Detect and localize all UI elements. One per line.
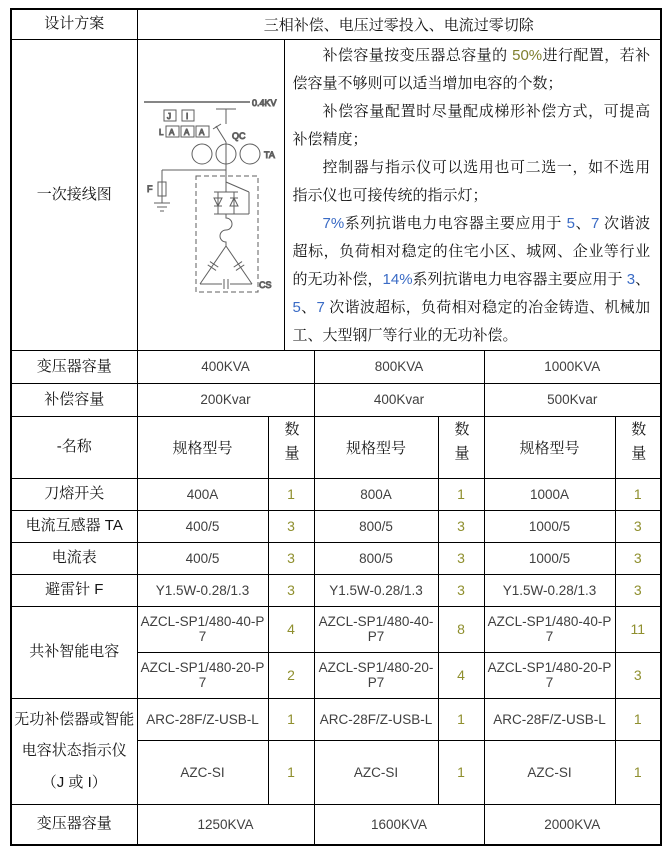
busbar-line: [144, 102, 250, 124]
spec-cell: AZCL-SP1/480-20-P7: [137, 652, 268, 698]
spec-cell: ARC-28F/Z-USB-L: [484, 698, 615, 740]
ammeter-label-3: A: [198, 127, 204, 137]
thyristor-pair-icon: [214, 176, 249, 214]
header-qty-text: 数量: [452, 421, 470, 469]
spec-cell: AZCL-SP1/480-40-P7: [314, 606, 438, 652]
group-label: 共补智能电容: [11, 606, 137, 698]
capacity-value: 400KVA: [137, 350, 314, 383]
header-qty: [615, 416, 661, 478]
spec-cell: ARC-28F/Z-USB-L: [137, 698, 268, 740]
capacitor-label: CS: [258, 279, 272, 290]
spec-cell: Y1.5W-0.28/1.3: [137, 574, 268, 606]
qty-cell: 1: [268, 740, 314, 804]
qty-cell: 3: [438, 574, 484, 606]
spec-cell: AZCL-SP1/480-20-P7: [314, 652, 438, 698]
qty-cell: 1: [438, 698, 484, 740]
component-label: 刀熔开关: [11, 478, 137, 510]
bottom-value: 1600KVA: [314, 804, 484, 845]
qty-cell: 3: [615, 574, 661, 606]
design-plan-label: 设计方案: [11, 9, 137, 39]
spec-cell: 800A: [314, 478, 438, 510]
bottom-value: 1250KVA: [137, 804, 314, 845]
component-label: 电流互感器 TA: [11, 510, 137, 542]
spec-cell: ARC-28F/Z-USB-L: [314, 698, 438, 740]
qty-cell: 3: [438, 542, 484, 574]
qty-cell: 3: [268, 542, 314, 574]
qty-cell: 4: [268, 606, 314, 652]
spec-cell: Y1.5W-0.28/1.3: [314, 574, 438, 606]
spec-cell: 1000/5: [484, 542, 615, 574]
ct-label: TA: [263, 149, 275, 160]
wiring-notes: [285, 40, 661, 350]
header-qty: [268, 416, 314, 478]
qty-cell: 1: [438, 478, 484, 510]
capacity-value: 500Kvar: [484, 383, 661, 416]
capacity-value: 800KVA: [314, 350, 484, 383]
component-label: 电流表: [11, 542, 137, 574]
qty-cell: 11: [615, 606, 661, 652]
qty-cell: 3: [615, 652, 661, 698]
header-qty-text: 数量: [629, 421, 647, 469]
header-spec: 规格型号: [484, 416, 615, 478]
spec-cell: AZCL-SP1/480-40-P7: [484, 606, 615, 652]
qty-cell: 3: [438, 510, 484, 542]
qty-cell: 1: [615, 478, 661, 510]
note-paragraph: 控制器与指示仪可以选用也可二选一，如不选用指示仪也可接传统的指示灯；: [292, 158, 651, 204]
header-spec: 规格型号: [314, 416, 438, 478]
qty-cell: 2: [268, 652, 314, 698]
capacity-row-label: 补偿容量: [11, 383, 137, 416]
capacity-value: 200Kvar: [137, 383, 314, 416]
spec-cell: 1000A: [484, 478, 615, 510]
voltage-label: 0.4KV: [251, 97, 277, 108]
spec-cell: Y1.5W-0.28/1.3: [484, 574, 615, 606]
capacity-value: 1000KVA: [484, 350, 661, 383]
note-paragraph: 补偿容量配置时尽量配成梯形补偿方式，可提高补偿精度；: [292, 102, 651, 148]
reactor-coil-icon: [220, 214, 232, 246]
arrester-label: F: [146, 183, 152, 194]
note-paragraph: 补偿容量按变压器总容量的 50%进行配置，若补偿容量不够则可以适当增加电容的个数；: [292, 46, 651, 92]
qc-switch-icon: [213, 124, 226, 176]
wiring-label: 一次接线图: [11, 39, 137, 350]
spec-table: [10, 8, 662, 846]
qty-cell: 3: [615, 510, 661, 542]
spec-cell: 1000/5: [484, 510, 615, 542]
qty-cell: 4: [438, 652, 484, 698]
spec-cell: AZCL-SP1/480-40-P7: [137, 606, 268, 652]
spec-cell: 400A: [137, 478, 268, 510]
qty-cell: 1: [615, 740, 661, 804]
bottom-value: 2000KVA: [484, 804, 661, 845]
bottom-row-label: 变压器容量: [11, 804, 137, 845]
header-name: -名称: [11, 416, 137, 478]
ammeter-label-1: A: [168, 127, 174, 137]
breaker-label: QC: [231, 130, 245, 141]
spec-cell: 800/5: [314, 510, 438, 542]
spec-cell: 400/5: [137, 510, 268, 542]
spec-cell: 800/5: [314, 542, 438, 574]
group-label: 无功补偿器或智能电容状态指示仪（J 或 I）: [11, 698, 137, 804]
meter-prefix-label: L: [158, 127, 163, 137]
capacity-row-label: 变压器容量: [11, 350, 137, 383]
header-qty-text: 数量: [282, 421, 300, 469]
ammeter-label-2: A: [183, 127, 189, 137]
spec-cell: AZC-SI: [484, 740, 615, 804]
qty-cell: 1: [615, 698, 661, 740]
spec-cell: AZC-SI: [314, 740, 438, 804]
delta-capacitor-icon: [200, 246, 252, 289]
qty-cell: 1: [268, 698, 314, 740]
note-paragraph: 7%系列抗谐电力电容器主要应用于 5、7 次谐波超标，负荷相对稳定的住宅小区、城网、企业等行业的无功补偿，14%系列抗谐电力电容器主要应用于 3、5、7 次谐波超标，负荷相对稳定的冶金铸造、机械加工、大型钢厂等行业的无功补偿。: [292, 214, 651, 344]
relay-j-label: J: [166, 111, 171, 121]
spec-cell: AZC-SI: [137, 740, 268, 804]
component-label: 避雷针 F: [11, 574, 137, 606]
spec-cell: 400/5: [137, 542, 268, 574]
relay-i-label: I: [185, 111, 188, 121]
spec-cell: AZCL-SP1/480-20-P7: [484, 652, 615, 698]
wiring-cell: [137, 39, 661, 350]
header-spec: 规格型号: [137, 416, 268, 478]
qty-cell: 3: [268, 510, 314, 542]
capacity-value: 400Kvar: [314, 383, 484, 416]
design-plan-value: 三相补偿、电压过零投入、电流过零切除: [137, 9, 661, 39]
qty-cell: 3: [615, 542, 661, 574]
header-qty: [438, 416, 484, 478]
qty-cell: 3: [268, 574, 314, 606]
qty-cell: 1: [438, 740, 484, 804]
qty-cell: 1: [268, 478, 314, 510]
single-line-diagram: [138, 40, 285, 350]
qty-cell: 8: [438, 606, 484, 652]
